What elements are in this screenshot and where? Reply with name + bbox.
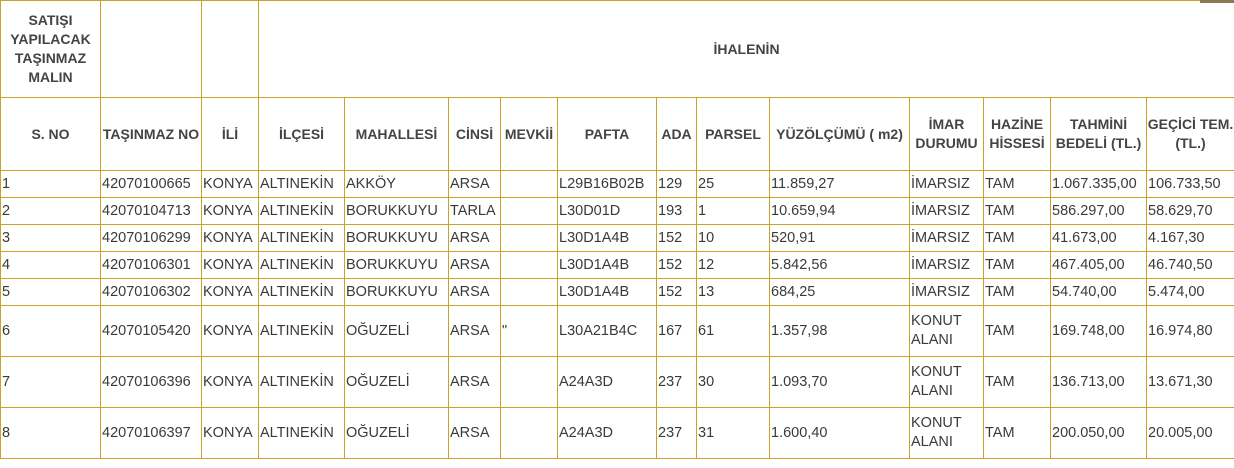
cell-yuzolcumu: 684,25: [770, 279, 910, 306]
column-header-row: [1, 98, 1234, 171]
cell-ili: KONYA: [202, 357, 259, 408]
cell-ilcesi: ALTINEKİN: [259, 306, 345, 357]
cell-ilcesi: ALTINEKİN: [259, 279, 345, 306]
header-top-left: SATIŞI YAPILACAK TAŞINMAZ MALIN: [1, 1, 101, 98]
cell-ili: KONYA: [202, 306, 259, 357]
cell-tasinmaz-no: 42070106302: [101, 279, 202, 306]
cell-s-no: 2: [1, 198, 101, 225]
column-header-ili: İLİ: [202, 98, 259, 171]
cell-gecici-teminat: 46.740,50: [1147, 252, 1234, 279]
cell-tasinmaz-no: 42070106299: [101, 225, 202, 252]
cell-imar-durumu: İMARSIZ: [910, 225, 984, 252]
cell-ilcesi: ALTINEKİN: [259, 225, 345, 252]
cell-parsel: 25: [697, 171, 770, 198]
cell-cinsi: ARSA: [449, 279, 501, 306]
cell-mahallesi: BORUKKUYU: [345, 225, 449, 252]
cell-gecici-teminat: 13.671,30: [1147, 357, 1234, 408]
cell-cinsi: ARSA: [449, 408, 501, 459]
header-blank-1: [101, 1, 202, 98]
cell-hazine-hissesi: TAM: [984, 225, 1051, 252]
cell-pafta: A24A3D: [558, 408, 657, 459]
cell-pafta: L30D1A4B: [558, 279, 657, 306]
cell-pafta: L30D1A4B: [558, 225, 657, 252]
cell-gecici-teminat: 106.733,50: [1147, 171, 1234, 198]
cell-imar-durumu: KONUT ALANI: [910, 408, 984, 459]
cell-yuzolcumu: 5.842,56: [770, 252, 910, 279]
table-row: [1, 357, 1234, 408]
header-blank-2: [202, 1, 259, 98]
cell-parsel: 31: [697, 408, 770, 459]
table-body: [1, 171, 1234, 459]
corner-decoration: [1200, 0, 1234, 3]
cell-ili: KONYA: [202, 252, 259, 279]
cell-mahallesi: BORUKKUYU: [345, 279, 449, 306]
cell-mevkii: [501, 225, 558, 252]
cell-parsel: 30: [697, 357, 770, 408]
cell-cinsi: ARSA: [449, 252, 501, 279]
cell-s-no: 3: [1, 225, 101, 252]
column-header-yuzolcumu: YÜZÖLÇÜMÜ ( m2): [770, 98, 910, 171]
cell-mevkii: [501, 408, 558, 459]
cell-mevkii: [501, 171, 558, 198]
cell-s-no: 1: [1, 171, 101, 198]
cell-pafta: L30D01D: [558, 198, 657, 225]
cell-cinsi: ARSA: [449, 306, 501, 357]
cell-yuzolcumu: 520,91: [770, 225, 910, 252]
cell-cinsi: TARLA: [449, 198, 501, 225]
cell-hazine-hissesi: TAM: [984, 306, 1051, 357]
cell-mahallesi: AKKÖY: [345, 171, 449, 198]
cell-imar-durumu: KONUT ALANI: [910, 306, 984, 357]
cell-tasinmaz-no: 42070106301: [101, 252, 202, 279]
cell-tasinmaz-no: 42070105420: [101, 306, 202, 357]
cell-mevkii: [501, 279, 558, 306]
cell-ada: 152: [657, 279, 697, 306]
cell-yuzolcumu: 1.600,40: [770, 408, 910, 459]
cell-tahmini-bedeli: 169.748,00: [1051, 306, 1147, 357]
cell-hazine-hissesi: TAM: [984, 408, 1051, 459]
cell-tasinmaz-no: 42070104713: [101, 198, 202, 225]
cell-ilcesi: ALTINEKİN: [259, 408, 345, 459]
cell-gecici-teminat: 5.474,00: [1147, 279, 1234, 306]
table-row: [1, 171, 1234, 198]
cell-gecici-teminat: 4.167,30: [1147, 225, 1234, 252]
cell-s-no: 6: [1, 306, 101, 357]
column-header-imar-durumu: İMAR DURUMU: [910, 98, 984, 171]
cell-imar-durumu: İMARSIZ: [910, 279, 984, 306]
cell-tahmini-bedeli: 41.673,00: [1051, 225, 1147, 252]
cell-hazine-hissesi: TAM: [984, 198, 1051, 225]
cell-cinsi: ARSA: [449, 225, 501, 252]
column-header-parsel: PARSEL: [697, 98, 770, 171]
table-row: [1, 279, 1234, 306]
cell-yuzolcumu: 11.859,27: [770, 171, 910, 198]
column-header-ada: ADA: [657, 98, 697, 171]
cell-gecici-teminat: 20.005,00: [1147, 408, 1234, 459]
cell-ili: KONYA: [202, 225, 259, 252]
column-header-gecici-teminat: GEÇİCİ TEM. (TL.): [1147, 98, 1234, 171]
cell-ada: 167: [657, 306, 697, 357]
column-header-tasinmaz-no: TAŞINMAZ NO: [101, 98, 202, 171]
cell-hazine-hissesi: TAM: [984, 357, 1051, 408]
cell-ilcesi: ALTINEKİN: [259, 357, 345, 408]
cell-mahallesi: BORUKKUYU: [345, 198, 449, 225]
cell-hazine-hissesi: TAM: [984, 279, 1051, 306]
cell-pafta: A24A3D: [558, 357, 657, 408]
cell-tasinmaz-no: 42070106396: [101, 357, 202, 408]
cell-mevkii: [501, 198, 558, 225]
cell-yuzolcumu: 10.659,94: [770, 198, 910, 225]
cell-tahmini-bedeli: 54.740,00: [1051, 279, 1147, 306]
cell-imar-durumu: İMARSIZ: [910, 198, 984, 225]
cell-parsel: 61: [697, 306, 770, 357]
cell-s-no: 8: [1, 408, 101, 459]
cell-ada: 152: [657, 252, 697, 279]
cell-ada: 193: [657, 198, 697, 225]
cell-s-no: 7: [1, 357, 101, 408]
cell-ada: 237: [657, 357, 697, 408]
cell-pafta: L30D1A4B: [558, 252, 657, 279]
cell-tahmini-bedeli: 467.405,00: [1051, 252, 1147, 279]
column-header-ilcesi: İLÇESİ: [259, 98, 345, 171]
table-row: [1, 306, 1234, 357]
column-header-cinsi: CİNSİ: [449, 98, 501, 171]
cell-parsel: 10: [697, 225, 770, 252]
cell-mahallesi: OĞUZELİ: [345, 306, 449, 357]
cell-ili: KONYA: [202, 171, 259, 198]
cell-gecici-teminat: 16.974,80: [1147, 306, 1234, 357]
cell-ilcesi: ALTINEKİN: [259, 198, 345, 225]
cell-yuzolcumu: 1.357,98: [770, 306, 910, 357]
cell-mahallesi: OĞUZELİ: [345, 408, 449, 459]
cell-parsel: 12: [697, 252, 770, 279]
header-span-title: İHALENİN: [259, 1, 1234, 98]
cell-tahmini-bedeli: 136.713,00: [1051, 357, 1147, 408]
table-row: [1, 408, 1234, 459]
cell-parsel: 13: [697, 279, 770, 306]
cell-ada: 152: [657, 225, 697, 252]
column-header-mevkii: MEVKİİ: [501, 98, 558, 171]
cell-ada: 129: [657, 171, 697, 198]
cell-ili: KONYA: [202, 279, 259, 306]
cell-ili: KONYA: [202, 408, 259, 459]
cell-yuzolcumu: 1.093,70: [770, 357, 910, 408]
cell-imar-durumu: İMARSIZ: [910, 252, 984, 279]
cell-imar-durumu: İMARSIZ: [910, 171, 984, 198]
cell-cinsi: ARSA: [449, 171, 501, 198]
table-row: [1, 225, 1234, 252]
cell-mevkii: [501, 357, 558, 408]
cell-imar-durumu: KONUT ALANI: [910, 357, 984, 408]
cell-ada: 237: [657, 408, 697, 459]
header-row-top: [1, 1, 1234, 98]
cell-hazine-hissesi: TAM: [984, 171, 1051, 198]
cell-pafta: L29B16B02B: [558, 171, 657, 198]
table-row: [1, 198, 1234, 225]
cell-ilcesi: ALTINEKİN: [259, 171, 345, 198]
cell-mahallesi: BORUKKUYU: [345, 252, 449, 279]
column-header-pafta: PAFTA: [558, 98, 657, 171]
column-header-s-no: S. NO: [1, 98, 101, 171]
cell-mahallesi: OĞUZELİ: [345, 357, 449, 408]
cell-cinsi: ARSA: [449, 357, 501, 408]
column-header-hazine-hissesi: HAZİNE HİSSESİ: [984, 98, 1051, 171]
cell-mevkii: ": [501, 306, 558, 357]
column-header-mahallesi: MAHALLESİ: [345, 98, 449, 171]
cell-ilcesi: ALTINEKİN: [259, 252, 345, 279]
cell-tasinmaz-no: 42070106397: [101, 408, 202, 459]
cell-parsel: 1: [697, 198, 770, 225]
cell-mevkii: [501, 252, 558, 279]
cell-ili: KONYA: [202, 198, 259, 225]
cell-tasinmaz-no: 42070100665: [101, 171, 202, 198]
cell-hazine-hissesi: TAM: [984, 252, 1051, 279]
cell-s-no: 4: [1, 252, 101, 279]
table-row: [1, 252, 1234, 279]
column-header-tahmini-bedeli: TAHMİNİ BEDELİ (TL.): [1051, 98, 1147, 171]
cell-s-no: 5: [1, 279, 101, 306]
cell-tahmini-bedeli: 586.297,00: [1051, 198, 1147, 225]
cell-gecici-teminat: 58.629,70: [1147, 198, 1234, 225]
cell-tahmini-bedeli: 1.067.335,00: [1051, 171, 1147, 198]
cell-pafta: L30A21B4C: [558, 306, 657, 357]
cell-tahmini-bedeli: 200.050,00: [1051, 408, 1147, 459]
